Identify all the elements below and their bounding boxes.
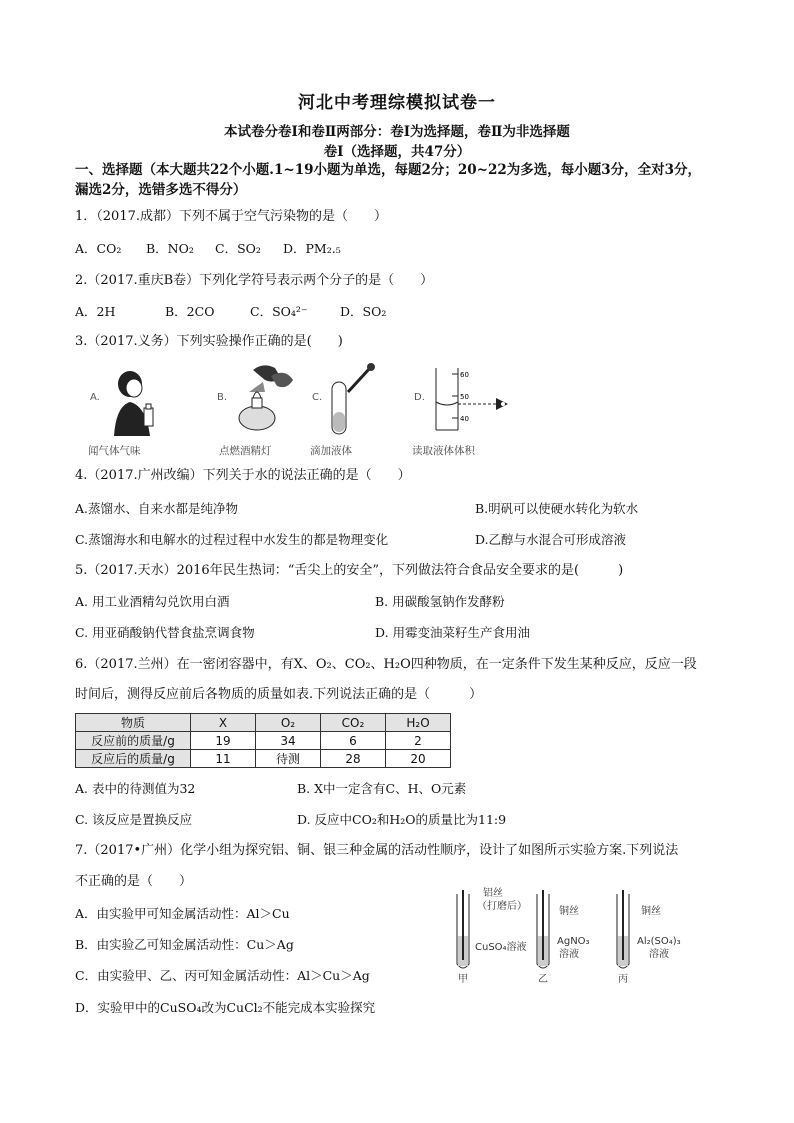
figure-a-caption: 闻气体气味 (88, 445, 141, 457)
page-title: 河北中考理综模拟试卷一 (298, 93, 496, 113)
figure-c-letter: C. (312, 392, 323, 403)
table-cell: 2 (386, 732, 451, 750)
q5-option-d: D. 用霉变油菜籽生产食用油 (375, 625, 531, 640)
tube-1-wire-label: 铝丝 (483, 888, 503, 899)
question-6-stem: 6.（2017.兰州）在一密闭容器中，有X、O₂、CO₂、H₂O四种物质，在一定条件下发生某种反应，反应一段 (75, 657, 697, 672)
q4-option-c: C.蒸馏海水和电解水的过程过程中水发生的都是物理变化 (75, 532, 389, 547)
tube-jia-label: 甲 (458, 974, 468, 985)
tube-1-wire-note: （打磨后） (477, 901, 527, 912)
metal-activity-experiment-figure (445, 888, 705, 988)
tube-2-wire-label: 铜丝 (559, 906, 579, 917)
q6-option-d: D. 反应中CO₂和H₂O的质量比为11:9 (297, 812, 507, 827)
figure-b-letter: B. (217, 392, 228, 403)
table-header-cell: O₂ (256, 714, 321, 732)
table-cell: 11 (191, 750, 256, 768)
q6-option-a: A. 表中的待测值为32 (75, 781, 196, 796)
q1-option-b: B．NO₂ (146, 241, 194, 256)
table-header-row (76, 714, 451, 732)
subtitle-structure: 本试卷分卷Ⅰ和卷Ⅱ两部分：卷Ⅰ为选择题，卷Ⅱ为非选择题 (224, 124, 570, 140)
tube-bing-label: 丙 (618, 974, 628, 985)
tube-2-solution-label: AgNO₃ (557, 936, 590, 947)
section-heading: 一、选择题（本大题共22个小题.1~19小题为单选，每题2分；20~22为多选，每小题3分，全对3分， (75, 162, 702, 178)
cylinder-tick-40: 40 (460, 415, 469, 423)
table-cell: 6 (321, 732, 386, 750)
table-row (76, 750, 451, 768)
table-cell: 28 (321, 750, 386, 768)
q3-figure-d (412, 362, 512, 458)
q1-option-c: C．SO₂ (215, 241, 261, 256)
section-heading-cont: 漏选2分，选错多选不得分） (75, 182, 247, 198)
q7-option-b: B．由实验乙可知金属活动性：Cu＞Ag (75, 937, 294, 952)
table-header-cell: 物质 (76, 714, 191, 732)
q2-option-a: A．2H (75, 304, 116, 319)
table-cell: 19 (191, 732, 256, 750)
table-header-cell: H₂O (386, 714, 451, 732)
figure-c-caption: 滴加液体 (310, 445, 352, 457)
q6-option-b: B. X中一定含有C、H、O元素 (297, 781, 467, 796)
q4-option-b: B.明矾可以使硬水转化为软水 (475, 501, 639, 516)
q2-option-b: B．2CO (165, 304, 215, 319)
tube-yi-label: 乙 (538, 974, 548, 985)
q1-option-d: D．PM₂.₅ (283, 241, 341, 256)
table-row-header: 反应前的质量/g (76, 732, 191, 750)
question-5-stem: 5.（2017.天水）2016年民生热词：“舌尖上的安全”，下列做法符合食品安全要求的是( ) (75, 563, 624, 578)
table-cell: 待测 (256, 750, 321, 768)
figure-a-letter: A. (90, 392, 100, 403)
dropper-tube-illustration (318, 362, 378, 440)
q7-option-a: A．由实验甲可知金属活动性：Al＞Cu (75, 906, 290, 921)
q3-figure-c (310, 362, 390, 458)
alcohol-lamp-illustration (223, 362, 298, 438)
tube-1-solution-label: CuSO₄溶液 (475, 942, 527, 953)
figure-d-caption: 读取液体体积 (412, 445, 475, 457)
q5-option-c: C. 用亚硝酸钠代替食盐烹调食物 (75, 625, 255, 640)
figure-d-letter: D. (414, 392, 425, 403)
graduated-cylinder-illustration (426, 364, 516, 436)
table-row (76, 732, 451, 750)
tube-3-wire-label: 铜丝 (641, 906, 661, 917)
cylinder-tick-50: 50 (460, 393, 469, 401)
question-7-stem-cont: 不正确的是（ ） (75, 874, 193, 889)
q6-option-c: C. 该反应是置换反应 (75, 812, 193, 827)
subtitle-volume: 卷Ⅰ（选择题，共47分） (323, 144, 471, 160)
q3-figure-a (88, 362, 178, 458)
question-6-stem-cont: 时间后，测得反应前后各物质的质量如表.下列说法正确的是（ ） (75, 687, 483, 702)
table-cell: 34 (256, 732, 321, 750)
tube-3-solution-label: Al₂(SO₄)₃ (637, 936, 681, 947)
q4-option-d: D.乙醇与水混合可形成溶液 (475, 532, 627, 547)
question-3-stem: 3.（2017.义务）下列实验操作正确的是( ) (75, 334, 343, 349)
question-2-stem: 2.（2017.重庆B卷）下列化学符号表示两个分子的是（ ） (75, 273, 434, 288)
question-4-stem: 4.（2017.广州改编）下列关于水的说法正确的是（ ） (75, 468, 411, 483)
q3-figure-b (205, 362, 300, 458)
question-7-stem: 7.（2017•广州）化学小组为探究铝、铜、银三种金属的活动性顺序，设计了如图所示实验方案.下列说法 (75, 843, 679, 858)
q7-option-d: D．实验甲中的CuSO₄改为CuCl₂不能完成本实验探究 (75, 1000, 376, 1015)
cylinder-tick-60: 60 (460, 371, 469, 379)
mass-data-table (75, 713, 451, 768)
table-cell: 20 (386, 750, 451, 768)
q1-option-a: A．CO₂ (75, 241, 122, 256)
q5-option-b: B. 用碳酸氢钠作发酵粉 (375, 594, 505, 609)
q2-option-c: C．SO₄²⁻ (250, 304, 308, 319)
tube-3-solution-suffix: 溶液 (649, 949, 669, 960)
q4-option-a: A.蒸馏水、自来水都是纯净物 (75, 501, 239, 516)
table-header-cell: CO₂ (321, 714, 386, 732)
table-header-cell: X (191, 714, 256, 732)
tube-2-solution-suffix: 溶液 (559, 949, 579, 960)
question-1-stem: 1．（2017.成都）下列不属于空气污染物的是（ ） (75, 209, 387, 224)
sniff-gas-illustration (106, 366, 166, 436)
table-row-header: 反应后的质量/g (76, 750, 191, 768)
q2-option-d: D．SO₂ (340, 304, 387, 319)
q5-option-a: A. 用工业酒精勾兑饮用白酒 (75, 594, 230, 609)
q7-option-c: C．由实验甲、乙、丙可知金属活动性：Al＞Cu＞Ag (75, 968, 370, 983)
figure-b-caption: 点燃酒精灯 (219, 445, 272, 457)
